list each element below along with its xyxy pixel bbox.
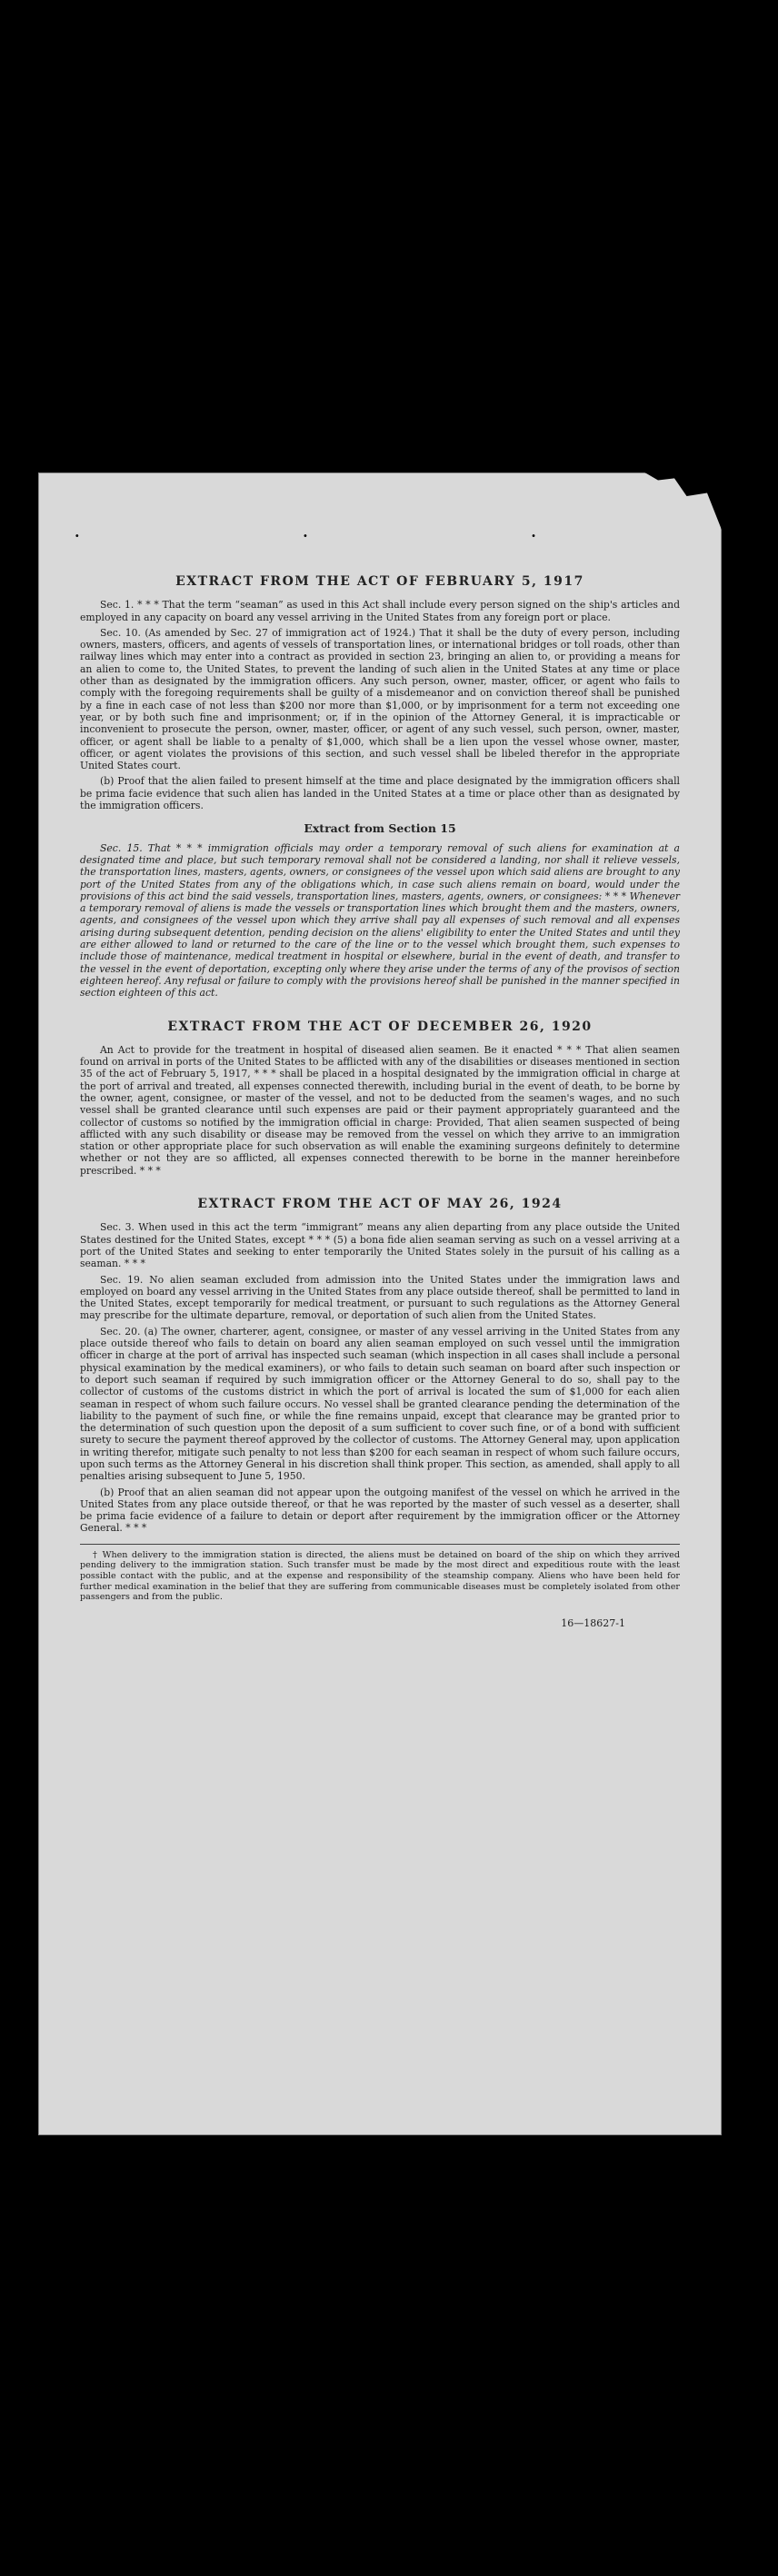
section-15-title: Extract from Section 15 [304, 821, 456, 836]
act-1917-title: EXTRACT FROM THE ACT OF FEBRUARY 5, 1917 [175, 574, 584, 589]
act-1920-text: An Act to provide for the treatment in hospital of diseased alien seamen. Be it enacted * * * That alien seamen found on arrival in ports of the United States to be afflicted with any of the disabilities or diseases mentioned in section 35 of the act of February 5, 1917, * * * shall be placed in a hospital designated by the immigration official in charge at the port of arrival and treated, all expenses connected therewith, including burial in the event of death, to be borne by the owner, agent, consignee, or master of the vessel, and not to be deducted from the seamen's wages, and no such vessel shall be granted clearance until such expenses are paid or their payment appropriately guaranteed and the collector of customs so notified by the immigration official in charge: Provided, That alien seamen suspected of being afflicted with any such disability or disease may be removed from the vessel on which they arrive to an immigration station or other appropriate place for such observation as will enable the examining surgeons definitely to determine whether or not they are so afflicted, all expenses connected therewith to be borne in the manner hereinbefore prescribed. * * * [80, 1043, 680, 1177]
act-1917-sec-10-b: (b) Proof that the alien failed to present himself at the time and place designated by the immigration officers shall be prima facie evidence that such alien has landed in the United States at a time or place other than as designated by the immigration officers. [80, 775, 680, 812]
footnote-text: † When delivery to the immigration station is directed, the aliens must be detained on board of the ship on which they arrived pending delivery to the immigration station. Such transfer must be made by the most direct and expeditious route with the least possible contact with the public, and at the expense and responsibility of the steamship company. Aliens who have been held for further medical examination in the belief that they are suffering from communicable diseases must be completely isolated from other passengers and from the public. [80, 1549, 680, 1603]
document-content [80, 554, 680, 1629]
section-15-text: Sec. 15. That * * * immigration officials may order a temporary removal of such aliens for examination at a designated time and place, but such temporary removal shall not be considered a landing, nor shall it relieve vessels, the transportation lines, masters, agents, owners, or consignees of the vessel upon which said aliens are brought to any port of the United States from any of the obligations which, in case such aliens remain on board, would under the provisions of this act bind the said vessels, transportation lines, masters, agents, owners, or consignees: * * * Whenever a temporary removal of aliens is made the vessels or transportation lines which brought them and the masters, owners, agents, and consignees of the vessel upon which they arrive shall pay all expenses of such removal and all expenses arising during subsequent detention, pending decision on the aliens' eligibility to enter the United States and until they are either allowed to land or returned to the care of the line or to the vessel which brought them, such expenses to include those of maintenance, medical treatment in hospital or elsewhere, burial in the event of death, and transfer to the vessel in the event of deportation, excepting only where they arise under the terms of any of the provisos of section eighteen hereof. Any refusal or failure to comply with the provisions hereof shall be punished in the manner specified in section eighteen of this act. [80, 841, 680, 1000]
act-1924-sec-19: Sec. 19. No alien seaman excluded from admission into the United States under the immigration laws and employed on board any vessel arriving in the United States from any place outside thereof, shall be permitted to land in the United States, except temporarily for medical treatment, or pursuant to such regulations as the Attorney General may prescribe for the ultimate departure, removal, or deportation of such alien from the United States. [80, 1273, 680, 1322]
punch-marks: · · · [75, 527, 645, 544]
act-1924-sec-20: Sec. 20. (a) The owner, charterer, agent, consignee, or master of any vessel arriving in the United States from any place outside thereof who fails to detain on board any alien seaman employed on such vessel until the immigration officer in charge at the port of arrival has inspected such seaman (which inspection in all cases shall include a personal physical examination by the medical examiners), or who fails to detain such seaman on board after such inspection or to deport such seaman if required by such immigration officer or the Attorney General to do so, shall pay to the collector of customs of the customs district in which the port of arrival is located the sum of $1,000 for each alien seaman in respect of whom such failure occurs. No vessel shall be granted clearance pending the determination of the liability to the payment of such fine, or while the fine remains unpaid, except that clearance may be granted prior to the determination of such question upon the deposit of a sum sufficient to cover such fine, or of a bond with sufficient surety to secure the payment thereof approved by the collector of customs. The Attorney General may, upon application in writing therefor, mitigate such penalty to not less than $200 for each seaman in respect of whom such failure occurs, upon such terms as the Attorney General in his discretion shall think proper. This section, as amended, shall apply to all penalties arising subsequent to June 5, 1950. [80, 1325, 680, 1483]
document-number: 16—18627-1 [561, 1616, 625, 1629]
act-1924-sec-3: Sec. 3. When used in this act the term “immigrant” means any alien departing from any place outside the United States destined for the United States, except * * * (5) a bona fide alien seaman serving as such on a vessel arriving at a port of the United States and seeking to enter temporarily the United States solely in the pursuit of his calling as a seaman. * * * [80, 1221, 680, 1270]
document-sheet [38, 472, 722, 2135]
act-1924-sec-20-b: (b) Proof that an alien seaman did not appear upon the outgoing manifest of the vessel on which he arrived in the United States from any place outside thereof, or that he was reported by the master of such vessel as a deserter, shall be prima facie evidence of a failure to detain or deport after requirement by the immigration officer or the Attorney General. * * * [80, 1486, 680, 1535]
act-1917-sec-1: Sec. 1. * * * That the term “seaman” as used in this Act shall include every person signed on the ship's articles and employed in any capacity on board any vessel arriving in the United States from any foreign port or place. [80, 599, 680, 623]
act-1924-title: EXTRACT FROM THE ACT OF MAY 26, 1924 [197, 1197, 563, 1212]
act-1920-title: EXTRACT FROM THE ACT OF DECEMBER 26, 1920 [167, 1019, 593, 1034]
act-1917-sec-10: Sec. 10. (As amended by Sec. 27 of immigration act of 1924.) That it shall be the duty of every person, including owners, masters, officers, and agents of vessels of transportation lines, or international bridges or toll roads, other than railway lines which may enter into a contract as provided in section 23, bringing an alien to, or providing a means for an alien to come to, the United States, to prevent the landing of such alien in the United States at any time or place other than as designated by the immigration officers. Any such person, owner, master, officer, or agent who fails to comply with the foregoing requirements shall be guilty of a misdemeanor and on conviction thereof shall be punished by a fine in each case of not less than $200 nor more than $1,000, or by imprisonment for a term not exceeding one year, or by both such fine and imprisonment; or, if in the opinion of the Attorney General, it is impracticable or inconvenient to prosecute the person, owner, master, officer, or agent of any such vessel, such person, owner, master, officer, or agent shall be liable to a penalty of $1,000, which shall be a lien upon the vessel whose owner, master, officer, or agent violates the provisions of this section, and such vessel shall be libeled therefor in the appropriate United States court. [80, 626, 680, 772]
torn-corner [642, 472, 722, 534]
footnote [80, 1544, 680, 1603]
